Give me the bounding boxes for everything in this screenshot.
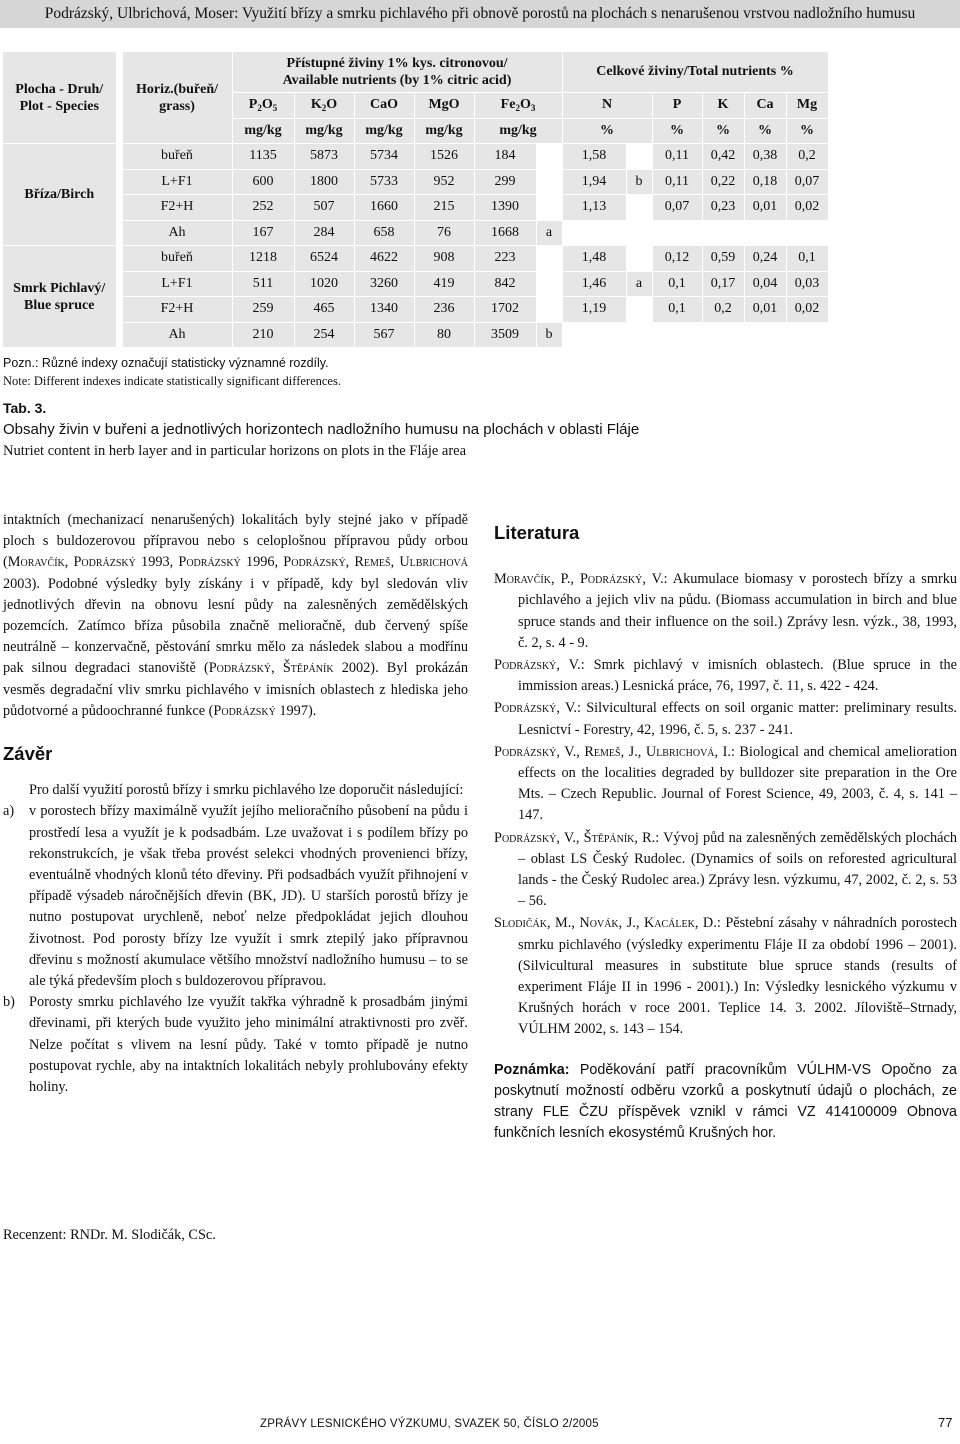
table-row: F2+H 259 465 1340 236 1702 1,19 0,1 0,2 0,01 0,02 <box>3 297 828 323</box>
reviewer-line: Recenzent: RNDr. M. Slodičák, CSc. <box>3 1227 216 1243</box>
acknowledgement: Poznámka: Poděkování patří pracovníkům VÚLHM-VS Opočno za poskytnutí možností odběru vzorků a poskytnutí údajů o plochách, ze strany FLE ČZU příspěvek vznikl v rámci VZ 414100009 Obnova funkčních lesních ekosystémů Krušných hor. <box>494 1061 957 1142</box>
species-birch: Bříza/Birch <box>3 144 116 246</box>
page-number: 77 <box>938 1415 953 1430</box>
k2o-header: $K_2O$ <box>294 93 354 119</box>
unit-cell: mg/kg <box>232 118 294 144</box>
mg-header: Mg <box>786 93 828 119</box>
table-number: Tab. 3. <box>3 400 47 416</box>
table-row: L+F1 511 1020 3260 419 842 1,46 a 0,1 0,17 0,04 0,03 <box>3 271 828 297</box>
ca-header: Ca <box>744 93 786 119</box>
unit-cell: % <box>786 118 828 144</box>
table-row: L+F1 600 1800 5733 952 299 1,94 b 0,11 0,22 0,18 0,07 <box>3 169 828 195</box>
journal-footer: ZPRÁVY LESNICKÉHO VÝZKUMU, SVAZEK 50, ČÍSLO 2/2005 <box>260 1418 599 1430</box>
reference-item: Moravčík, P., Podrázský, V.: Akumulace biomasy v porostech břízy a smrku pichlavého a jejich vliv na půdu. (Biomass accumulation in birch and blue spruce stands and their influence on the soil.) Zprávy lesn. výzk., 38, 1993, č. 2, s. 4 - 9. <box>494 571 957 651</box>
paragraph: intaktních (mechanizací nenarušených) lokalitách byly stejné jako v případě ploch s buldozerovou přípravou nebo s celoplošnou přípravou půdy orbou (Moravčík, Podrázský 1993, Podrázský 1996, Podrázský, Remeš, Ulbrichová 2003). Podobné výsledky byly získány i v případě, kdy byl sledován vliv jednotlivých dřevin na obnovu lesní půdy na zalesněných zemědělských pozemcích. Zatímco bříza působila značně melioračně, dub červený spíše neutrálně – konzervačně, pěstování smrku mělo za následek slabou a modřínu pak silnou degradaci stanoviště (Podrázský, Štěpáník 2002). Byl prokázán vesměs degradační vliv smrku pichlavého v imisních oblastech z hlediska jeho půdotvorné a půdoochranné funkce (Podrázský 1997). <box>3 512 468 719</box>
nutrients-table <box>3 52 829 348</box>
running-header: Podrázský, Ulbrichová, Moser: Využití břízy a smrku pichlavého při obnově porostů na plochách s nenarušenou vrstvou nadložního humusu <box>0 0 960 28</box>
total-nutrients-header: Celkové živiny/Total nutrients % <box>562 52 828 93</box>
reference-item: Podrázský, V., Remeš, J., Ulbrichová, I.: Biological and chemical amelioration effects on the localities degraded by bulldozer site preparation in the Ore Mts. – Czech Republic. Journal of Forest Science, 49, 2003, č. 4, s. 141 – 147. <box>494 743 958 824</box>
reference-item: Slodičák, M., Novák, J., Kacálek, D.: Pěstební zásahy v náhradních porostech smrku pichlavého (výsledky experimentu Fláje II za období 1996 – 2001). (Silvicultural measures in substitute blue spruce stands (results of experiment Fláje II in 1996 - 2001).) In: Výsledky lesnického výzkumu v Krušných horách v roce 2001. Teplice 14. 3. 2002. Jíloviště–Strnady, VÚLHM 2002, s. 143 – 154. <box>494 915 957 1038</box>
species-spruce: Smrk Pichlavý/ Blue spruce <box>3 246 116 348</box>
reference-item: Podrázský, V., Štěpáník, R.: Vývoj půd na zalesněných zemědělských plochách – oblast LS Český Rudolec. (Dynamics of soils on reforested agricultural lands - the Český Rudolec area.) Zprávy lesn. výzkumu, 47, 2002, č. 2, s. 53 – 56. <box>494 829 958 910</box>
available-nutrients-header: Přístupné živiny 1% kys. citronovou/ Available nutrients (by 1% citric acid) <box>232 52 562 93</box>
table-caption-cz: Obsahy živin v buřeni a jednotlivých horizontech nadložního humusu na plochách v oblasti Fláje <box>3 421 640 438</box>
table-row: Smrk Pichlavý/ Blue spruce buřeň 1218 6524 4622 908 223 1,48 0,12 0,59 0,24 0,1 <box>3 246 828 272</box>
unit-cell: % <box>652 118 702 144</box>
unit-cell: % <box>702 118 744 144</box>
unit-cell: % <box>744 118 786 144</box>
paragraph: Pro další využití porostů břízy i smrku pichlavého lze doporučit následující: <box>29 782 464 799</box>
right-column <box>494 522 957 1159</box>
cao-header: CaO <box>354 93 414 119</box>
unit-cell: mg/kg <box>354 118 414 144</box>
k-header: K <box>702 93 744 119</box>
plot-species-header: Plocha - Druh/ Plot - Species <box>3 52 116 144</box>
unit-cell: % <box>562 118 652 144</box>
section-heading-conclusion: Závěr <box>3 743 53 765</box>
unit-cell: mg/kg <box>414 118 474 144</box>
n-header: N <box>562 93 652 119</box>
section-heading-literature: Literatura <box>494 522 580 543</box>
p2o5-header: $P_2O_5$ <box>232 93 294 119</box>
table-note-cz: Pozn.: Různé indexy označují statisticky významné rozdíly. <box>3 356 329 370</box>
fe2o3-header: $Fe_2O_3$ <box>474 93 562 119</box>
list-item: a) v porostech břízy maximálně využít jejího melioračního působení na půdu i prostředí lesa a využít je k podsadbám. Lze uvažovat i s podílem břízy po rekonstrukcích, je však třeba provést selekci vhodných provenienci břízy, eventuálně vhodných klonů této dřeviny. Při podsadbách využít přihnojení v případě výsadeb náročnějších dřevin (BK, JD). U starších porostů břízy je nutno postupovat urychleně, neboť nelze předpokládat jejich dlouhou životnost. Pod porosty břízy lze využít i smrk ztepilý jako přípravnou dřevinu s možností akumulace většího množství nadložního humusu – to se ale týká především ploch s buldozerovou přípravou. <box>3 803 468 990</box>
table-row: Ah 167 284 658 76 1668 a <box>3 220 828 246</box>
table-caption-en: Nutriet content in herb layer and in particular horizons on plots in the Fláje area <box>3 443 467 459</box>
mgo-header: MgO <box>414 93 474 119</box>
reference-item: Podrázský, V.: Silvicultural effects on soil organic matter: preliminary results. Lesnictví - Forestry, 42, 1996, č. 5, s. 237 - 241. <box>494 700 957 738</box>
horizon-header: Horiz.(buřeň/ grass) <box>122 52 232 144</box>
table-note-en: Note: Different indexes indicate statistically significant differences. <box>3 374 341 388</box>
left-column <box>3 510 468 1098</box>
reference-item: Podrázský, V.: Smrk pichlavý v imisních oblastech. (Blue spruce in the immission areas.) Lesnická práce, 76, 1997, č. 11, s. 422 - 424. <box>494 657 957 695</box>
unit-cell: mg/kg <box>474 118 562 144</box>
p-header: P <box>652 93 702 119</box>
list-item: b) Porosty smrku pichlavého lze využít takřka výhradně k prosadbám jinými dřevinami, při kterých bude využito jeho minimální atraktivnosti pro zvěř. Nelze počítat s vlivem na lesní půdy. Také v tomto případě je nutno postupovat rychle, aby na intaktních lokalitách nebyly prohlubovány efekty holiny. <box>3 994 468 1096</box>
table-row: Ah 210 254 567 80 3509 b <box>3 322 828 348</box>
table-row: Bříza/Birch buřeň 1135 5873 5734 1526 184 1,58 0,11 0,42 0,38 0,2 <box>3 144 828 170</box>
unit-cell: mg/kg <box>294 118 354 144</box>
table-row: F2+H 252 507 1660 215 1390 1,13 0,07 0,23 0,01 0,02 <box>3 195 828 221</box>
